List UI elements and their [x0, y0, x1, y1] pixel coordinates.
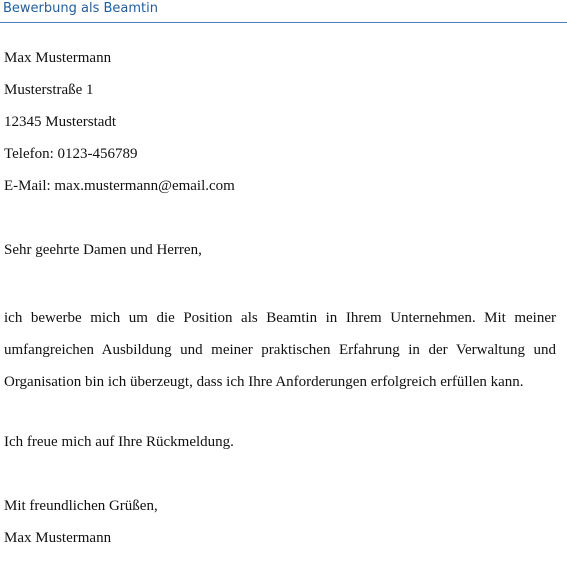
spacer	[4, 206, 556, 238]
sender-phone: Telefon: 0123-456789	[4, 146, 138, 162]
letter-paragraph-main: ich bewerbe mich um die Position als Beamtin in Ihrem Unternehmen. Mit meiner umfangreichen Ausbildung und meiner praktischen Erfahrung in der Verwaltung und Organisation bin ich überzeugt, dass ich Ihre Anforderungen erfolgreich erfüllen kann.	[4, 310, 556, 390]
spacer	[4, 270, 556, 302]
salutation: Sehr geehrte Damen und Herren,	[4, 242, 202, 258]
sender-name: Max Mustermann	[4, 50, 112, 66]
document-header	[0, 0, 567, 23]
sender-street: Musterstraße 1	[4, 82, 94, 98]
spacer	[4, 462, 556, 494]
signature-name: Max Mustermann	[4, 530, 112, 546]
sender-city: 12345 Musterstadt	[4, 114, 117, 130]
spacer	[4, 398, 556, 430]
sender-email: E-Mail: max.mustermann@email.com	[4, 178, 235, 194]
letter-body	[4, 46, 556, 558]
document-title: Bewerbung als Beamtin	[3, 1, 158, 16]
closing-formula: Mit freundlichen Grüßen,	[4, 498, 158, 514]
letter-paragraph-closing-note: Ich freue mich auf Ihre Rückmeldung.	[4, 434, 234, 450]
